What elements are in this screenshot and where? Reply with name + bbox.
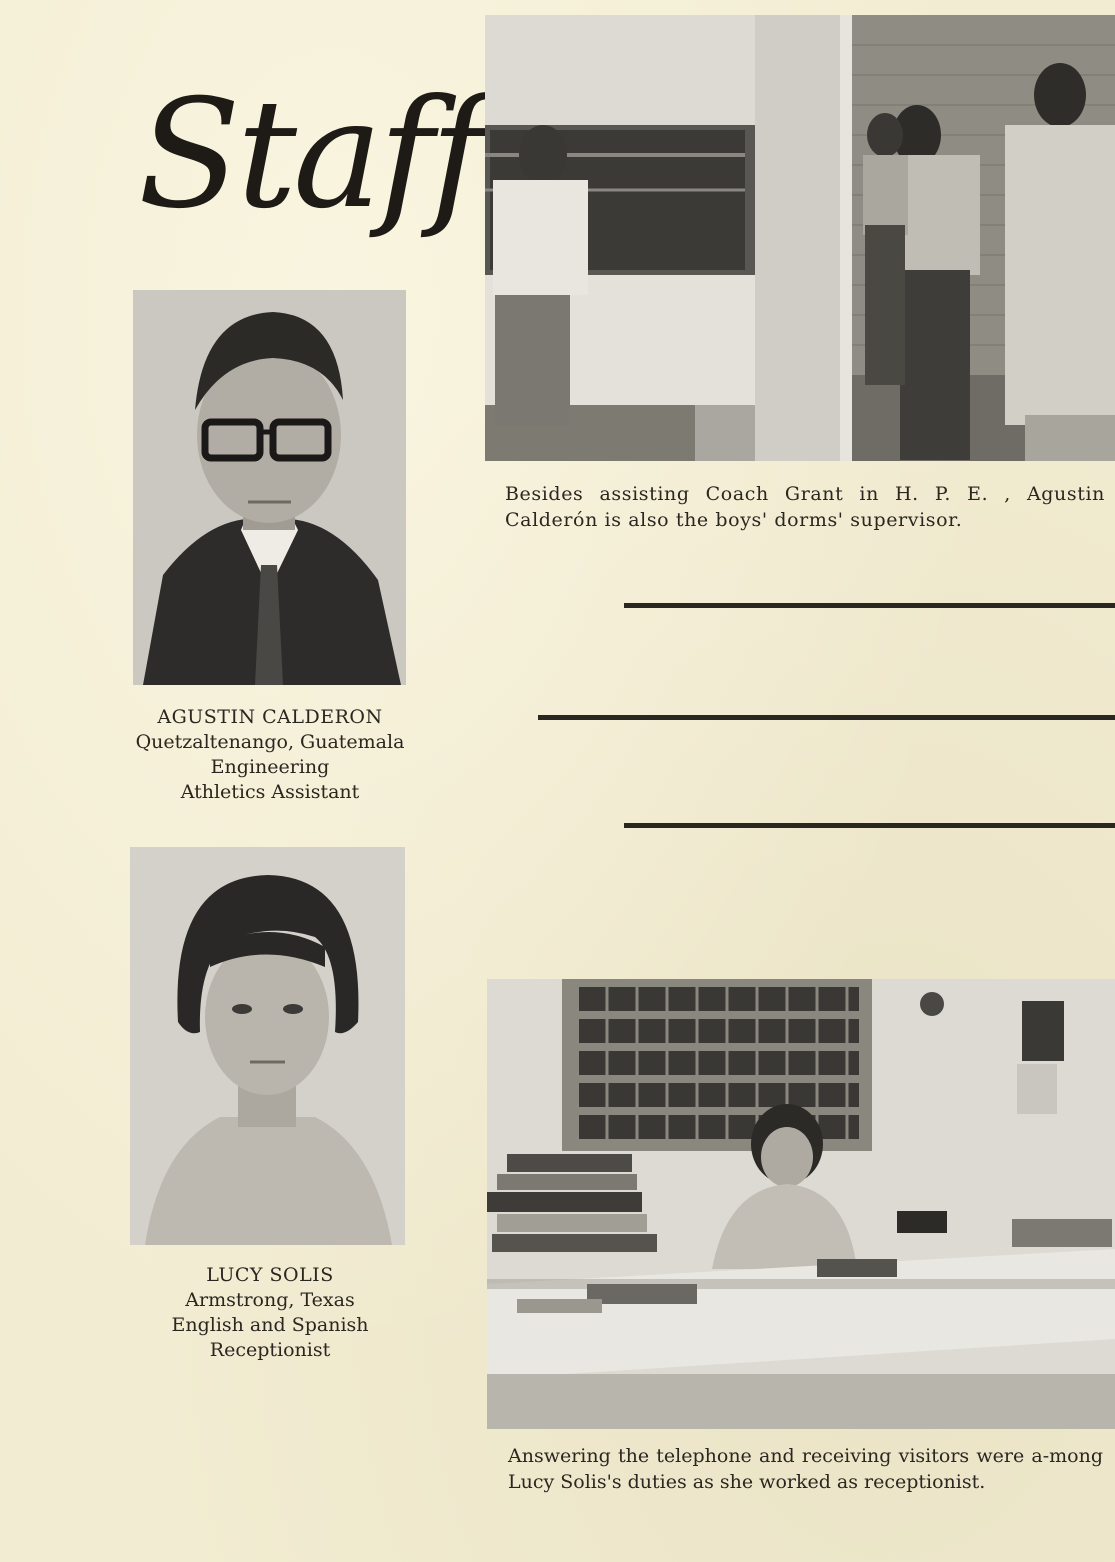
decorative-rule: [538, 715, 1115, 720]
section-title: Staff: [138, 68, 482, 242]
staff-hometown: Armstrong, Texas: [185, 1289, 355, 1311]
dorm-photo: [485, 15, 1115, 461]
staff-field: English and Spanish: [171, 1314, 369, 1336]
staff-info-agustin-calderon: [100, 705, 440, 805]
staff-hometown: Quetzaltenango, Guatemala: [135, 731, 405, 753]
reception-photo-caption: Answering the telephone and receiving visitors were a-mong Lucy Solis's duties as she worked as receptionist.: [508, 1445, 1103, 1493]
staff-role: Athletics Assistant: [180, 781, 360, 803]
portrait-agustin-calderon: [133, 290, 406, 685]
decorative-rule: [624, 823, 1115, 828]
portrait-lucy-solis: [130, 847, 405, 1245]
dorm-photo-caption: Besides assisting Coach Grant in H. P. E. , Agustin Calderón is also the boys' dorms' supervisor.: [505, 483, 1105, 531]
portrait-lucy-solis-image: [130, 847, 405, 1245]
staff-name: AGUSTIN CALDERON: [157, 706, 383, 728]
staff-field: Engineering: [210, 756, 330, 778]
decorative-rule: [624, 603, 1115, 608]
staff-name: LUCY SOLIS: [206, 1264, 334, 1286]
staff-info-lucy-solis: [100, 1263, 440, 1363]
reception-photo: [487, 979, 1115, 1429]
staff-role: Receptionist: [209, 1339, 331, 1361]
portrait-agustin-calderon-image: [133, 290, 406, 685]
dorm-photo-image: [485, 15, 1115, 461]
reception-photo-image: [487, 979, 1115, 1429]
